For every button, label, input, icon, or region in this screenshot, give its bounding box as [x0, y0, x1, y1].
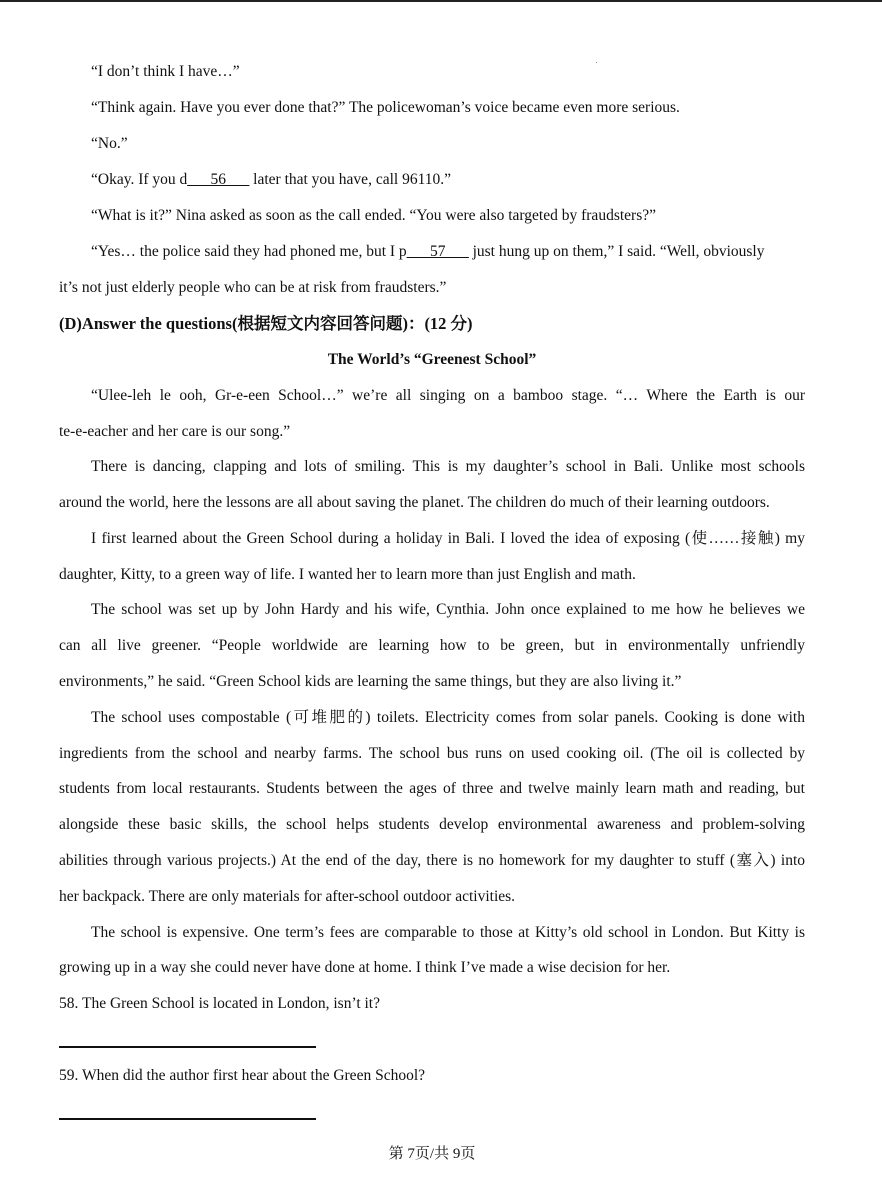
- article-line: growing up in a way she could never have done at home. I think I’ve made a wise decision for her.: [59, 959, 671, 976]
- line-57-before: “Yes… the police said they had phoned me, but I p: [91, 243, 407, 260]
- article-line: abilities through various projects.) At the end of the day, there is no homework for my daughter to stuff (塞入) into: [59, 852, 805, 869]
- dialogue-line-57-cont: it’s not just elderly people who can be at risk from fraudsters.”: [59, 279, 447, 296]
- dialogue-line-56: [91, 170, 451, 190]
- dialogue-line-1: “I don’t think I have…”: [91, 63, 240, 80]
- article-line: can all live greener. “People worldwide are learning how to be green, but in environmentally unfriendly: [59, 637, 805, 654]
- article-line: te-e-eacher and her care is our song.”: [59, 423, 291, 440]
- line-56-after: later that you have, call 96110.”: [249, 171, 451, 188]
- dialogue-line-57: [91, 242, 765, 262]
- section-heading: (D)Answer the questions(根据短文内容回答问题)：(12 分): [59, 314, 473, 333]
- article-line: alongside these basic skills, the school helps students develop environmental awareness and problem-solving: [59, 816, 805, 833]
- page-number-footer: 第 7页/共 9页: [388, 1146, 476, 1162]
- article-line: environments,” he said. “Green School kids are learning the same things, but they are also living it.”: [59, 673, 682, 690]
- dialogue-line-nina: “What is it?” Nina asked as soon as the call ended. “You were also targeted by fraudsters?”: [91, 207, 656, 224]
- article-line: her backpack. There are only materials for after-school outdoor activities.: [59, 888, 516, 905]
- article-line: The school is expensive. One term’s fees are comparable to those at Kitty’s old school in London. But Kitty is: [91, 924, 805, 941]
- line-56-before: “Okay. If you d: [91, 171, 188, 188]
- dialogue-line-2: “Think again. Have you ever done that?” The policewoman’s voice became even more serious.: [91, 99, 680, 116]
- question-58: 58. The Green School is located in London, isn’t it?: [59, 995, 380, 1012]
- answer-line-59[interactable]: [59, 1118, 316, 1120]
- article-line: There is dancing, clapping and lots of smiling. This is my daughter’s school in Bali. Unlike most schools: [91, 458, 805, 475]
- article-line: students from local restaurants. Students between the ages of three and twelve mainly learn math and reading, but: [59, 780, 805, 797]
- article-title: The World’s “Greenest School”: [327, 351, 537, 368]
- dialogue-line-3: “No.”: [91, 135, 128, 152]
- question-59: 59. When did the author first hear about the Green School?: [59, 1067, 426, 1084]
- article-line: around the world, here the lessons are all about saving the planet. The children do much of their learning outdoors.: [59, 494, 770, 511]
- article-line: I first learned about the Green School during a holiday in Bali. I loved the idea of exposing (使……接触) my: [91, 530, 805, 547]
- line-57-after: just hung up on them,” I said. “Well, obviously: [468, 243, 765, 260]
- answer-line-58[interactable]: [59, 1046, 316, 1048]
- article-line: The school uses compostable (可堆肥的) toilets. Electricity comes from solar panels. Cooking is done with: [91, 709, 805, 726]
- article-line: daughter, Kitty, to a green way of life. I wanted her to learn more than just English and math.: [59, 566, 636, 583]
- article-line: The school was set up by John Hardy and his wife, Cynthia. John once explained to me how he believes we: [91, 601, 805, 618]
- top-border: [0, 0, 882, 2]
- scan-speck: [596, 62, 597, 63]
- blank-57: ___57___: [406, 243, 469, 260]
- article-line: ingredients from the school and nearby farms. The school bus runs on used cooking oil. (The oil is collected by: [59, 745, 805, 762]
- blank-56: ___56___: [187, 171, 250, 188]
- article-line: “Ulee-leh le ooh, Gr-e-een School…” we’re all singing on a bamboo stage. “… Where the Earth is our: [91, 387, 805, 404]
